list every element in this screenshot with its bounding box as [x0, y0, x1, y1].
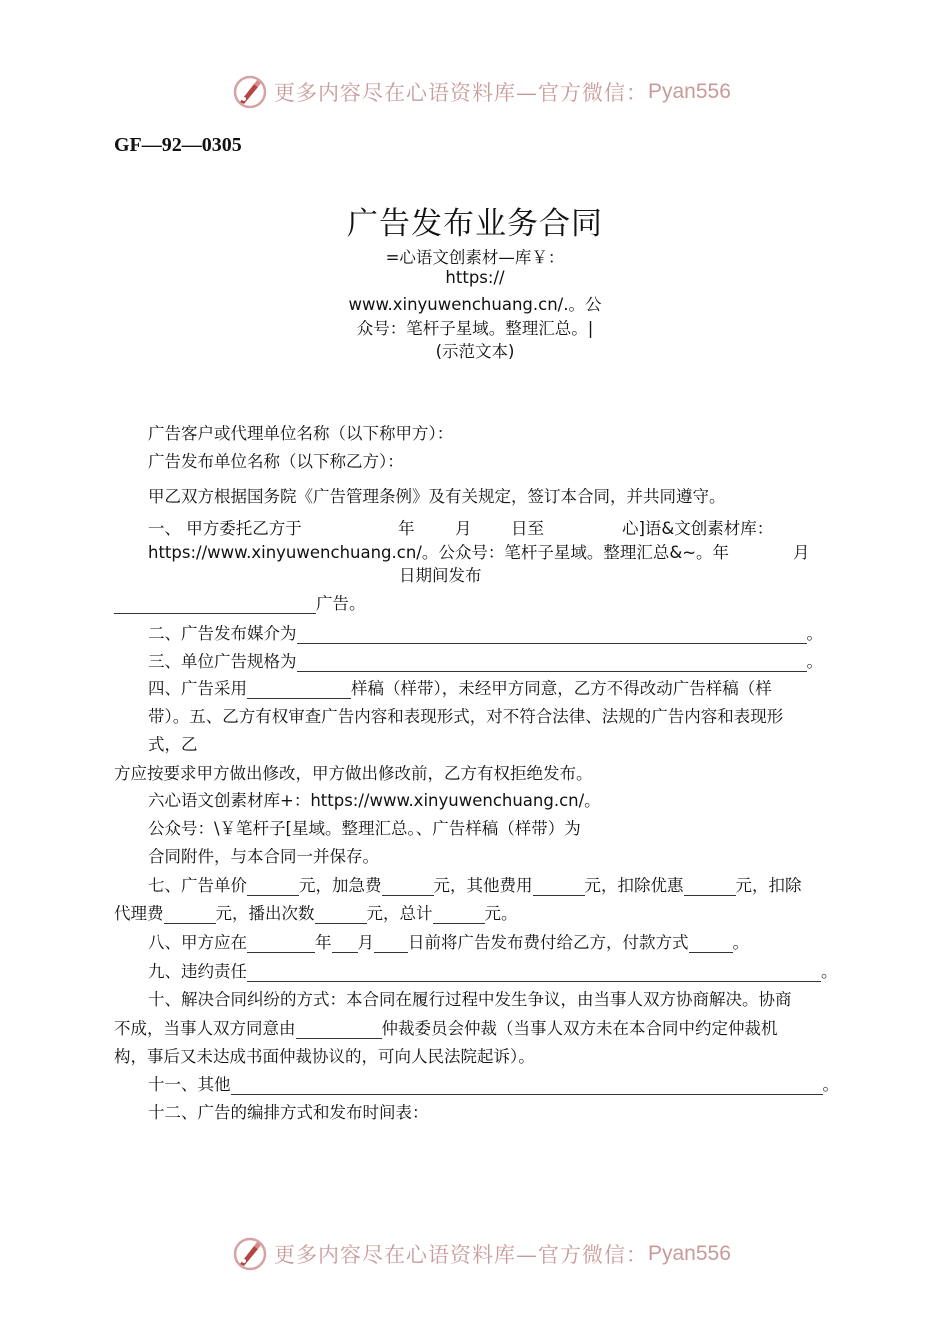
clause-10-line-2: [114, 1015, 778, 1039]
clause-1-day: 日至: [511, 519, 544, 538]
clause-1-start: 一、 甲方委托乙方于: [148, 519, 302, 538]
subtitle-line-1: =心语文创素材—库￥：: [385, 248, 565, 267]
watermark-bottom: [232, 1236, 731, 1272]
clause-1-line-2: https://www.xinyuwenchuang.cn/。公众号：笔杆子星域。整理汇总&~。年: [148, 543, 730, 562]
clause-10-label: 不成，当事人双方同意由: [114, 1019, 296, 1038]
watermark-text: 更多内容尽在心语资料库—官方微信：: [274, 81, 648, 105]
clause-9-label: 九、违约责任: [148, 962, 247, 981]
clause-7-end: 元。: [484, 904, 518, 923]
pen-logo-icon: [232, 1236, 268, 1272]
document-code: GF—92—0305: [114, 134, 242, 156]
clause-2-end: 。: [806, 624, 823, 643]
preamble: 甲乙双方根据国务院《广告管理条例》及有关规定，签订本合同，并共同遵守。: [148, 487, 726, 506]
clause-7-other-label: 元，其他费用: [433, 876, 533, 895]
clause-3-label: 三、单位广告规格为: [148, 652, 297, 671]
party-b-line: 广告发布单位名称（以下称乙方）：: [148, 452, 404, 471]
blank-pay-method[interactable]: [689, 934, 733, 953]
clause-8-text: 日前将广告发布费付给乙方，付款方式: [408, 933, 689, 952]
clause-5: 方应按要求甲方做出修改，甲方做出修改前，乙方有权拒绝发布。: [114, 764, 593, 783]
clause-4-text: 样稿（样带），未经甲方同意，乙方不得改动广告样稿（样: [351, 679, 772, 698]
clause-8-end: 。: [732, 933, 749, 952]
clause-10-line-3: 构，事后又未达成书面仲裁协议的，可向人民法院起诉）。: [114, 1047, 535, 1066]
clause-1-end: [114, 590, 366, 614]
watermark-id: Pyan556: [648, 1242, 731, 1265]
clause-11-end: 。: [822, 1075, 839, 1094]
clause-1-month: 月: [455, 519, 472, 538]
clause-9: [148, 958, 838, 982]
clause-7-total-label: 元，总计: [366, 904, 433, 923]
blank-arbitration[interactable]: [296, 1020, 382, 1039]
clause-3-end: 。: [806, 652, 823, 671]
blank-pay-day[interactable]: [374, 934, 408, 953]
blank-rush-fee[interactable]: [382, 877, 434, 896]
clause-4-line-1: [148, 675, 772, 699]
watermark-top: [232, 74, 731, 110]
clause-6-line-3: 合同附件，与本合同一并保存。: [148, 847, 379, 866]
clause-11-label: 十一、其他: [148, 1075, 231, 1094]
clause-8-label: 八、甲方应在: [148, 933, 247, 952]
subtitle-line-2: https://: [445, 268, 505, 287]
clause-1-year: 年: [398, 519, 415, 538]
clause-10-text: 仲裁委员会仲裁（当事人双方未在本合同中约定仲裁机: [381, 1019, 778, 1038]
clause-2: [148, 620, 823, 644]
blank-pay-year[interactable]: [247, 934, 315, 953]
clause-1-end-text: 广告。: [316, 594, 366, 613]
clause-2-label: 二、广告发布媒介为: [148, 624, 297, 643]
clause-6-line-2: 公众号：\￥笔杆子[星域。整理汇总。、广告样稿（样带）为: [148, 819, 581, 838]
party-a-line: 广告客户或代理单位名称（以下称甲方）：: [148, 424, 454, 443]
clause-7-agency-label: 代理费: [114, 904, 164, 923]
clause-6-line-1: 六心语文创素材库+：https://www.xinyuwenchuang.cn/。: [148, 791, 601, 810]
blank-agency-fee[interactable]: [164, 905, 216, 924]
clause-7-count-label: 元，播出次数: [215, 904, 315, 923]
clause-7-line-1: [148, 872, 802, 896]
document-title: 广告发布业务合同: [347, 206, 603, 242]
clause-10-line-1: 十、解决合同纠纷的方式：本合同在履行过程中发生争议，由当事人双方协商解决。协商: [148, 990, 792, 1009]
blank-unit-price[interactable]: [247, 877, 299, 896]
clause-1-period: 日期间发布: [399, 566, 482, 585]
blank-liability[interactable]: [247, 963, 821, 982]
clause-8-month: 月: [357, 933, 374, 952]
subtitle-line-5: (示范文本): [435, 342, 515, 361]
blank-media[interactable]: [297, 625, 807, 644]
subtitle-line-3: www.xinyuwenchuang.cn/.。公: [348, 295, 602, 314]
clause-4-label: 四、广告采用: [148, 679, 247, 698]
clause-11: [148, 1071, 839, 1095]
clause-8: [148, 929, 749, 953]
pen-logo-icon: [232, 74, 268, 110]
clause-9-end: 。: [821, 962, 838, 981]
clause-7-price-label: 七、广告单价: [148, 876, 247, 895]
clause-7-rush-label: 元，加急费: [299, 876, 382, 895]
blank-pay-month[interactable]: [332, 934, 358, 953]
blank-total[interactable]: [433, 905, 485, 924]
clause-1-watermark: 心]语&文创素材库：: [622, 519, 774, 538]
clause-12: 十二、广告的编排方式和发布时间表：: [148, 1103, 429, 1122]
clause-3: [148, 648, 823, 672]
blank-sample[interactable]: [247, 680, 351, 699]
watermark-text: 更多内容尽在心语资料库—官方微信：: [274, 1243, 648, 1267]
clause-4-line-2: 带）。五、乙方有权审查广告内容和表现形式，对不符合法律、法规的广告内容和表现形: [148, 707, 784, 726]
watermark-id: Pyan556: [648, 80, 731, 103]
blank-spec[interactable]: [297, 653, 807, 672]
clause-8-year: 年: [315, 933, 332, 952]
clause-7-line-2: [114, 900, 518, 924]
blank-count[interactable]: [315, 905, 367, 924]
clause-7-deduct-label: 元，扣除: [735, 876, 802, 895]
blank-discount[interactable]: [684, 877, 736, 896]
clause-4-line-3: 式，乙: [148, 735, 198, 754]
clause-1-month-2: 月: [793, 543, 810, 562]
blank-other-fee[interactable]: [533, 877, 585, 896]
subtitle-line-4: 众号：笔杆子星域。整理汇总。|: [356, 319, 594, 338]
blank-other[interactable]: [231, 1076, 823, 1095]
clause-7-discount-label: 元，扣除优惠: [584, 876, 684, 895]
blank-ad-content[interactable]: [114, 595, 316, 614]
